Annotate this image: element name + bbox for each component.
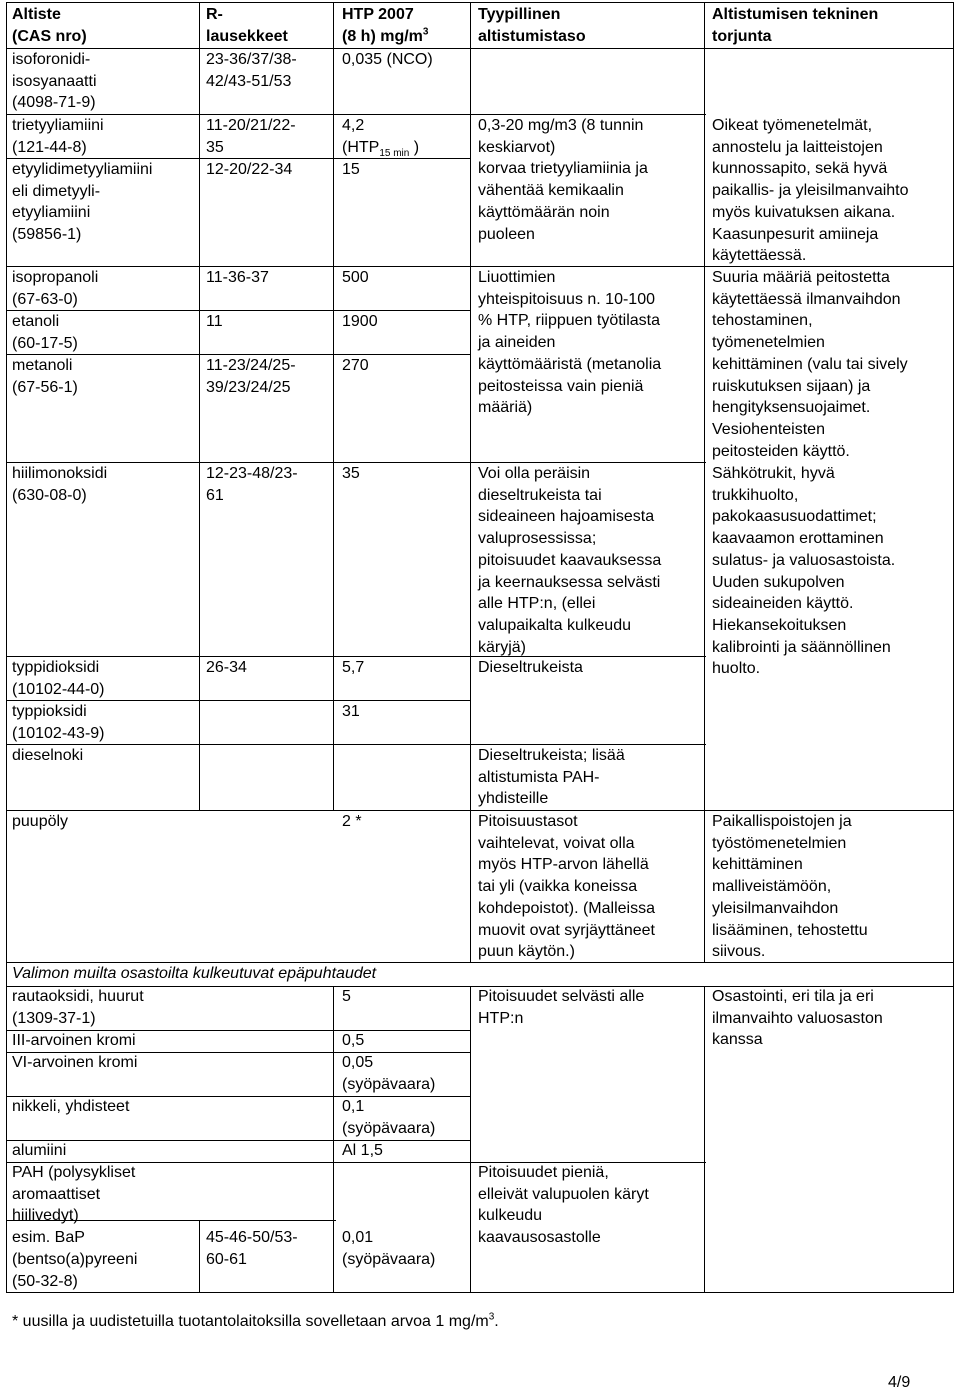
r-etanoli: 11 <box>206 313 223 330</box>
level-amines: 0,3-20 mg/m3 (8 tunnin keskiarvot) korvaa trietyyliamiinia ja vähentää kemikaalin käyttömäärän noin puoleen <box>478 117 648 243</box>
control-puupoly: Paikallispoistojen ja työstömenetelmien kehittäminen malliveistämöön, yleisilmanvaihdon lisääminen, tehostettu siivous. <box>712 813 868 961</box>
r-isoforonidi: 23-36/37/38- 42/43-51/53 <box>206 51 297 90</box>
level-pah: Pitoisuudet pieniä, elleivät valupuolen käryt kulkeudu kaavausosastolle <box>478 1164 649 1247</box>
agent-dieselnoki: dieselnoki <box>12 747 84 764</box>
htp-kromi6: 0,05 (syöpävaara) <box>342 1054 436 1093</box>
col-sep-r <box>199 2 200 810</box>
agent-alumiini: alumiini <box>12 1142 67 1159</box>
r-hiilimonoksidi: 12-23-48/23- 61 <box>206 465 298 504</box>
agent-hiilimonoksidi: hiilimonoksidi (630-08-0) <box>12 465 108 504</box>
htp-rautaoksidi: 5 <box>342 988 351 1005</box>
htp-typpidioksidi: 5,7 <box>342 659 365 676</box>
htp-isoforonidi: 0,035 (NCO) <box>342 51 433 68</box>
agent-kromi6: VI-arvoinen kromi <box>12 1054 138 1071</box>
header-r-phrases: R- lausekkeet <box>206 6 288 45</box>
header-exposure-level: Tyypillinen altistumistaso <box>478 6 586 45</box>
agent-isopropanoli: isopropanoli (67-63-0) <box>12 269 99 308</box>
level-typpidioksidi: Dieseltrukeista <box>478 659 583 676</box>
header-htp: HTP 2007 (8 h) $mg/m^3$ <box>342 6 429 45</box>
agent-typpidioksidi: typpidioksidi (10102-44-0) <box>12 659 105 698</box>
col-sep-level <box>470 2 471 962</box>
agent-typpioksidi: typpioksidi (10102-43-9) <box>12 703 105 742</box>
htp-isopropanoli: 500 <box>342 269 369 286</box>
htp-nikkeli: 0,1 (syöpävaara) <box>342 1098 436 1137</box>
control-amines: Oikeat työmenetelmät, annostelu ja laitteistojen kunnossapito, sekä hyvä paikallis- ja yleisilmanvaihto myös kuivatuksen aikana. Kaasunpesurit amiineja käytettäessä. <box>712 117 909 265</box>
agent-puupoly: puupöly <box>12 813 69 830</box>
r-pah: 45-46-50/53- 60-61 <box>206 1229 298 1268</box>
r-isopropanoli: 11-36-37 <box>206 269 269 286</box>
level-hiilimonoksidi: Voi olla peräisin dieseltrukeista tai sideaineen hajoamisesta valuprosessissa; pitoisuudet kaavauksessa ja keernauksessa selvästi alle HTP:n, (ellei valupaikalta kulkeudu käryjä) <box>478 465 662 656</box>
agent-etanoli: etanoli (60-17-5) <box>12 313 78 352</box>
col-sep-r-pah <box>199 1220 200 1292</box>
agent-kromi3: III-arvoinen kromi <box>12 1032 136 1049</box>
htp-alumiini: Al 1,5 <box>342 1142 383 1159</box>
r-etyylidimetyyliamiini: 12-20/22-34 <box>206 161 293 178</box>
htp-puupoly: 2 * <box>342 813 362 830</box>
level-dieselnoki: Dieseltrukeista; lisää altistumista PAH- yhdisteille <box>478 747 625 808</box>
htp-etyylidimetyyliamiini: 15 <box>342 161 360 178</box>
htp-kromi3: 0,5 <box>342 1032 365 1049</box>
table-border-bottom <box>6 1292 954 1293</box>
row-sep <box>6 1140 471 1141</box>
htp-pah: 0,01 (syöpävaara) <box>342 1229 436 1268</box>
r-metanoli: 11-23/24/25- 39/23/24/25 <box>206 357 296 396</box>
agent-nikkeli: nikkeli, yhdisteet <box>12 1098 130 1115</box>
header-control: Altistumisen tekninen torjunta <box>712 6 879 45</box>
col-sep-control <box>704 2 705 962</box>
control-rautaoksidi: Osastointi, eri tila ja eri ilmanvaihto valuosaston kanssa <box>712 988 883 1049</box>
htp-etanoli: 1900 <box>342 313 378 330</box>
header-agent: Altiste (CAS nro) <box>12 6 87 45</box>
control-hiilimonoksidi: Sähkötrukit, hyvä trukkihuolto, pakokaasusuodattimet; kaavaamon erottaminen sulatus- ja valuosastoista. Uuden sukupolven sideaineiden käyttö. Hiekansekoituksen kalibrointi ja säännöllinen huolto. <box>712 465 896 678</box>
level-solvents: Liuottimien yhteispitoisuus n. 10-100 % HTP, riippuen työtilasta ja aineiden käyttömääristä (metanolia peitosteissa vain pieniä määriä) <box>478 269 662 417</box>
agent-isoforonidi: isoforonidi- isosyanaatti (4098-71-9) <box>12 51 97 112</box>
page-number: 4/9 <box>888 1374 911 1391</box>
row-sep <box>6 48 954 49</box>
r-trietyyliamiini: 11-20/21/22- 35 <box>206 117 296 156</box>
col-sep-control-lower <box>704 986 705 1293</box>
control-solvents: Suuria määriä peitostetta käytettäessä ilmanvaihdon tehostaminen, työmenetelmien kehittäminen (valu tai sively ruiskutuksen sijaan) ja hengityksensuojaimet. Vesiohenteisten peitosteiden käyttö. <box>712 269 908 460</box>
agent-rautaoksidi: rautaoksidi, huurut (1309-37-1) <box>12 988 144 1027</box>
level-puupoly: Pitoisuustasot vaihtelevat, voivat olla myös HTP-arvon lähellä tai yli (vaikka koneissa kohdepoistot). (Malleissa muovit ovat syrjäyttäneet puun käytön.) <box>478 813 655 961</box>
agent-metanoli: metanoli (67-56-1) <box>12 357 78 396</box>
htp-hiilimonoksidi: 35 <box>342 465 360 482</box>
table-border-right <box>953 2 954 1293</box>
r-typpidioksidi: 26-34 <box>206 659 247 676</box>
level-rautaoksidi: Pitoisuudet selvästi alle HTP:n <box>478 988 645 1027</box>
footnote: * uusilla ja uudistetuilla tuotantolaitoksilla sovelletaan arvoa 1 $mg/m^3$. <box>12 1311 499 1330</box>
agent-etyylidimetyyliamiini: etyylidimetyyliamiini eli dimetyyli- etyyliamiini (59856-1) <box>12 161 153 244</box>
col-sep-htp <box>333 2 334 810</box>
table-border-top <box>6 2 954 3</box>
section-title: Valimon muilta osastoilta kulkeutuvat epäpuhtaudet <box>12 965 377 982</box>
agent-trietyyliamiini: trietyyliamiini (121-44-8) <box>12 117 104 156</box>
htp-trietyyliamiini: 4,2 ($HTP_{15 min}$ ) <box>342 117 420 159</box>
agent-pah: PAH (polysykliset aromaattiset hiilivedyt) esim. BaP (bentso(a)pyreeni (50-32-8) <box>12 1164 138 1290</box>
htp-metanoli: 270 <box>342 357 369 374</box>
htp-typpioksidi: 31 <box>342 703 360 720</box>
table-border-left <box>6 2 7 1293</box>
